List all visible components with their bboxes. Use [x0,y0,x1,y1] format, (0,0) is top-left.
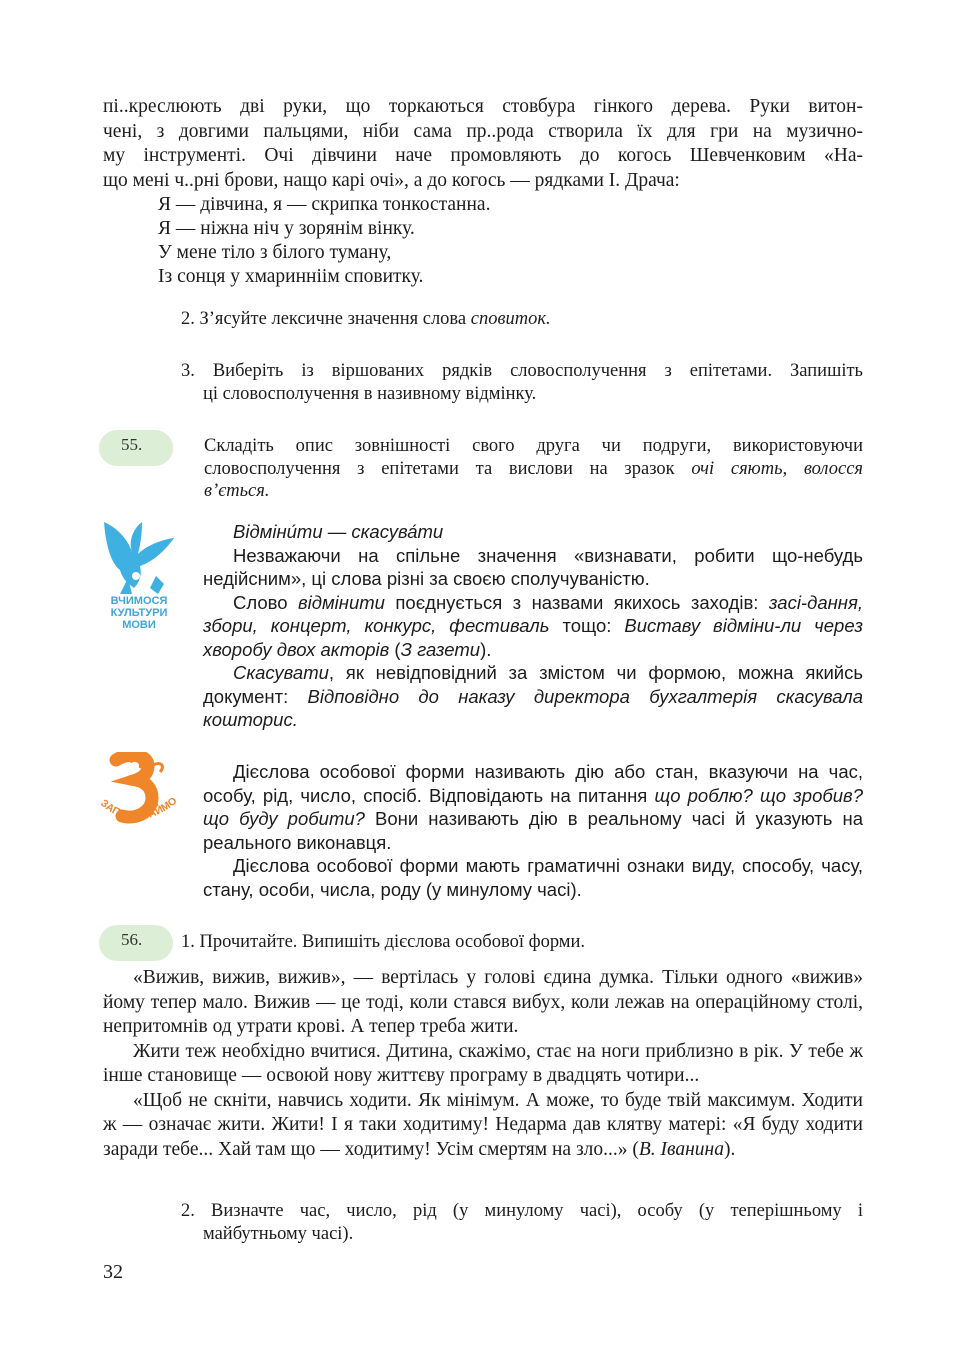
remember-block [203,760,863,901]
exercise-number-badge [99,925,173,961]
task-word: сповиток. [470,309,551,329]
task-2 [181,308,861,331]
text-line: пі..креслюють дві руки, що торкаються стовбура гінкого дерева. Руки витон- [103,96,863,117]
top-paragraph [103,95,863,193]
culture-label: ВЧИМОСЯ [110,595,168,607]
poem-verse [158,193,758,289]
culture-label: МОВИ [122,619,156,631]
remember-paragraph: Дієслова особової форми називають дію або стан, вказуючи на час, особу, рід, число, спосіб. Відповідають на питання що роблю? що зробив? що буду робити? Вони називають дію в реальному часі й указують на реального виконавця. [203,761,863,853]
verse-line: Я — ніжна ніч у зорянім вінку. [158,218,415,239]
exercise-55-text [204,435,863,503]
exercise-56-task-1: 1. Прочитайте. Випишіть дієслова особової форми. [181,932,586,952]
task-3 [181,360,863,405]
task-line: словосполучення з епітетами та вислови на зразок очі сяють, волосся [204,458,863,479]
task-text: 2. З’ясуйте лексичне значення слова [181,309,471,329]
page-number: 32 [103,1261,123,1283]
text-line: му інструменті. Очі дівчини наче промовляють до когось Шевченковим «На- [103,145,863,166]
culture-paragraph: Скасувати, як невідповідний за змістом чи формою, можна якийсь документ: Відповідно до наказу директора бухгалтерія скасувала кошторис. [203,662,863,730]
task-line: Складіть опис зовнішності свого друга чи подруги, використовуючи [204,436,863,456]
remember-icon [96,752,186,832]
text-paragraph: Жити теж необхідно вчитися. Дитина, скажімо, стає на ноги приблизно в рік. У тебе ж інше становище — освоюй нову життєву програму в двадцять чотири... [103,1040,863,1086]
task-line: 2. Визначте час, число, рід (у минулому часі), особу (у теперішньому і [181,1201,863,1221]
text-line: чені, з довгими пальцями, ніби сама пр..рода створила їх для гри на музично- [103,120,863,142]
exercise-56-task-2 [181,1200,863,1245]
remember-label: ЗАПАМ’ЯТАЙМО [98,794,180,823]
remember-paragraph: Дієслова особової форми мають граматичні ознаки виду, способу, часу, стану, особи, числа, роду (у минулому часі). [203,855,863,900]
exercise-number: 56. [121,930,143,949]
culture-block [203,520,863,732]
text-paragraph: «Щоб не скніти, навчись ходити. Як мінімум. А може, то буде твій максимум. Ходити ж — означає жити. Жити! І я таки ходитиму! Недарма дав клятву матері: «Я буду ходити заради тебе... Хай там що — ходитиму! Усім смертям на зло...» (В. Іванина). [103,1089,863,1160]
verse-line: У мене тіло з білого туману, [158,242,392,263]
text-paragraph: «Вижив, вижив, вижив», — вертілась у голові єдина думка. Тільки одного «вижив» йому тепер мало. Вижив — це тоді, коли стався вибух, коли лежав на операційному столі, непритомнів од утрати крові. А тепер треба жити. [103,967,863,1037]
task-line: 3. Виберіть із віршованих рядків словосполучення з епітетами. Запишіть [181,361,863,381]
task-line: майбутньому часі). [203,1223,354,1244]
culture-paragraph: Слово відмінити поєднується з назвами якихось заходів: засі-дання, збори, концерт, конкурс, фестиваль тощо: Виставу відміни-ли через хворобу двох акторів (З газети). [203,591,863,660]
verse-line: Із сонця у хмаринніім сповитку. [158,266,424,287]
exercise-number: 55. [121,435,143,454]
verse-line: Я — дівчина, я — скрипка тонкостанна. [158,194,491,215]
task-line: ці словосполучення в називному відмінку. [203,383,537,404]
exercise-number-badge [99,430,173,466]
culture-paragraph: Незважаючи на спільне значення «визнавати, робити що-небудь недійсним», ці слова різні за своєю сполучуваністю. [203,544,863,589]
task-line: в’ється. [204,481,270,501]
culture-bird-icon [98,518,180,638]
text-line: що мені ч..рні брови, нащо карі очі», а до когось — рядками І. Драча: [103,169,680,191]
exercise-56-text [103,966,863,1162]
culture-label: КУЛЬТУРИ [110,607,168,619]
culture-heading: Відміни́ти — скасува́ти [233,521,444,542]
